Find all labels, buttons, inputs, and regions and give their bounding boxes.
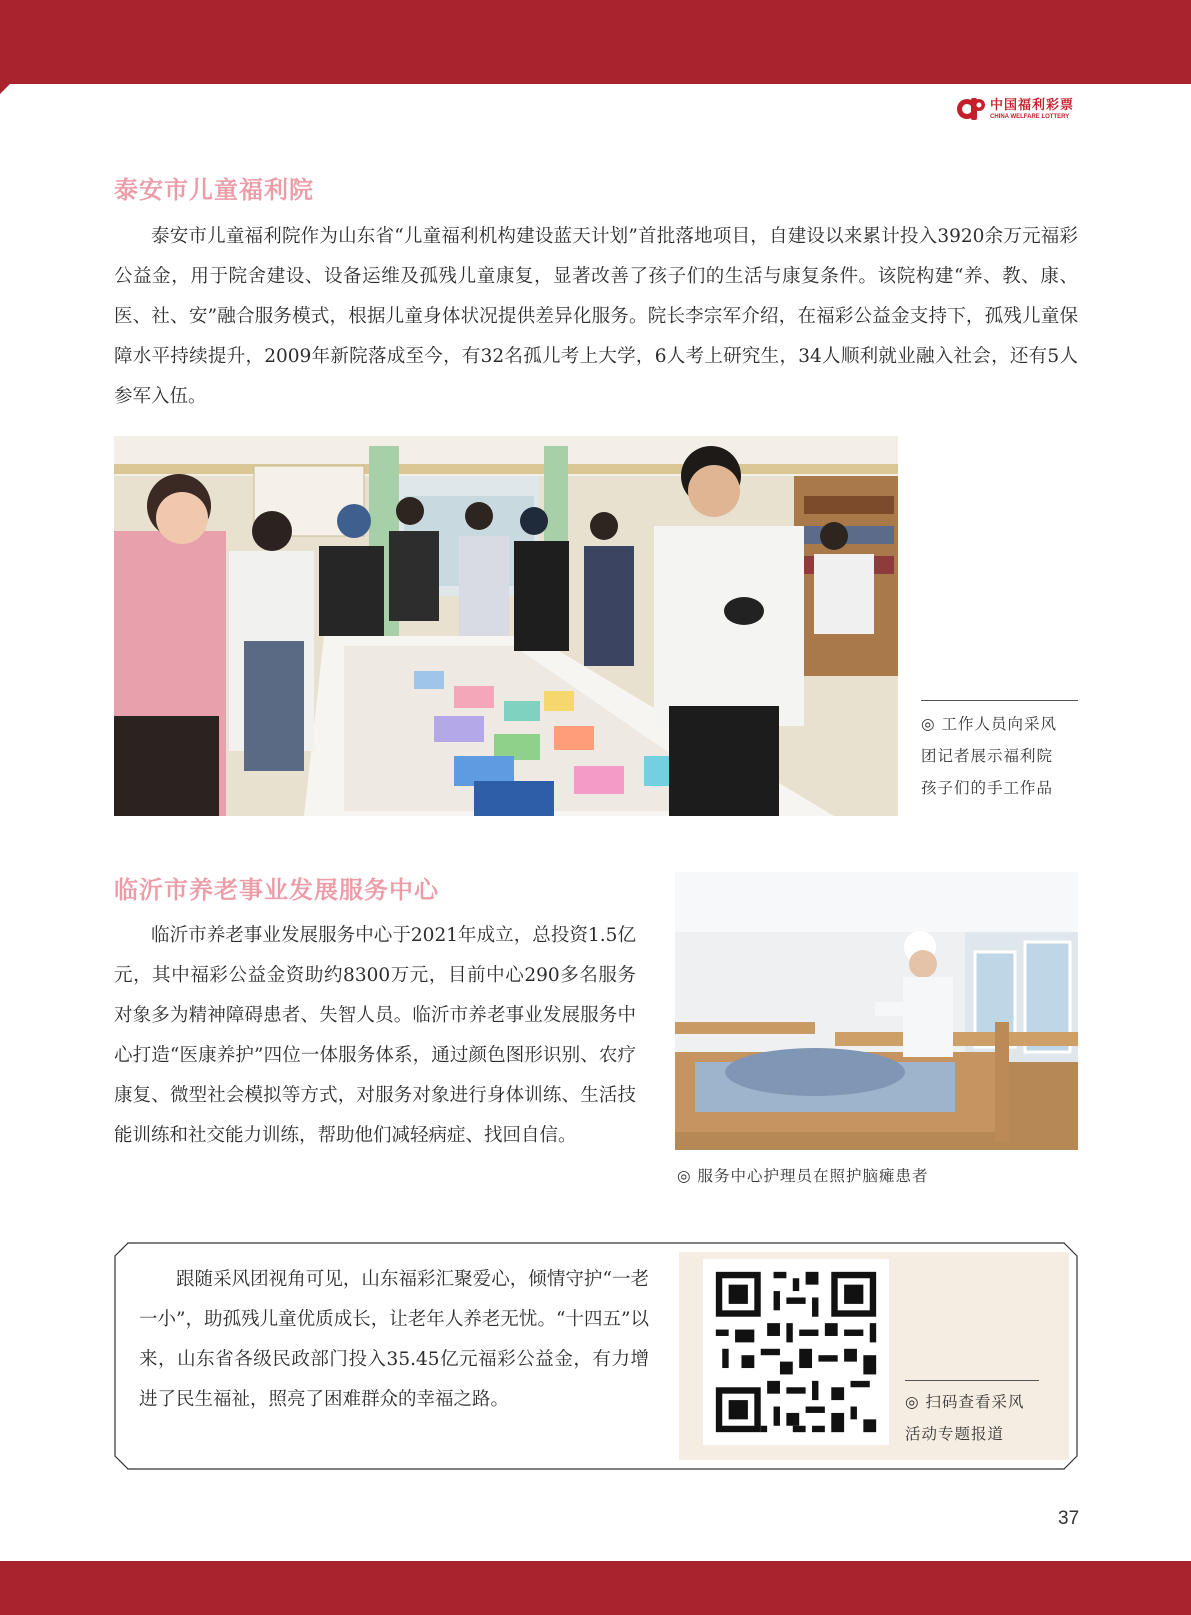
header-band-notch [0, 84, 10, 94]
section1-paragraph: 泰安市儿童福利院作为山东省“儿童福利机构建设蓝天计划”首批落地项目，自建设以来累计投入3920余万元福彩公益金，用于院舍建设、设备运维及孤残儿童康复，显著改善了孩子们的生活与康复条件。该院构建“养、教、康、医、社、安”融合服务模式，根据儿童身体状况提供差异化服务。院长李宗军介绍，在福彩公益金支持下，孤残儿童保障水平持续提升，2009年新院落成至今，有32名孤儿考上大学，6人考上研究生，34人顺利就业融入社会，还有5人参军入伍。 [114, 226, 1078, 407]
photo2-caption: ◎ 服务中心护理员在照护脑瘫患者 [677, 1167, 929, 1185]
photo1-caption-line: ◎ 工作人员向采风 [921, 715, 1057, 733]
qr-panel [679, 1252, 1069, 1460]
section2-title: 临沂市养老事业发展服务中心 [114, 876, 439, 904]
photo1-caption-line: 孩子们的手工作品 [921, 779, 1054, 797]
qr-caption-rule [905, 1380, 1039, 1381]
logo-english-text: CHINA WELFARE LOTTERY [990, 113, 1070, 120]
logo-chinese-text: 中国福利彩票 [990, 97, 1075, 113]
lottery-logo-icon [954, 93, 986, 125]
footer-band [0, 1561, 1191, 1615]
page-number: 37 [1058, 1508, 1080, 1529]
qr-caption-line: 活动专题报道 [905, 1425, 1005, 1443]
header-band [0, 0, 1191, 84]
qr-caption [905, 1386, 1065, 1450]
photo1-caption-rule [921, 700, 1078, 701]
nurse-care-photo [675, 872, 1078, 1150]
section1-title: 泰安市儿童福利院 [114, 176, 314, 204]
children-handcraft-photo [114, 436, 898, 816]
photo1-caption-line: 团记者展示福利院 [921, 747, 1054, 765]
welfare-lottery-logo [954, 93, 1078, 125]
qr-caption-line: ◎ 扫码查看采风 [905, 1393, 1025, 1411]
photo1-caption [921, 708, 1078, 804]
section2-paragraph: 临沂市养老事业发展服务中心于2021年成立，总投资1.5亿元，其中福彩公益金资助约8300万元，目前中心290多名服务对象多为精神障碍患者、失智人员。临沂市养老事业发展服务中心打造“医康养护”四位一体服务体系，通过颜色图形识别、农疗康复、微型社会模拟等方式，对服务对象进行身体训练、生活技能训练和社交能力训练，帮助他们减轻病症、找回自信。 [114, 925, 636, 1146]
qr-code[interactable] [703, 1259, 889, 1445]
summary-box [114, 1242, 1078, 1470]
summary-paragraph: 跟随采风团视角可见，山东福彩汇聚爱心，倾情守护“一老一小”，助孤残儿童优质成长，让老年人养老无忧。“十四五”以来，山东省各级民政部门投入35.45亿元福彩公益金，有力增进了民生福祉，照亮了困难群众的幸福之路。 [139, 1269, 649, 1410]
